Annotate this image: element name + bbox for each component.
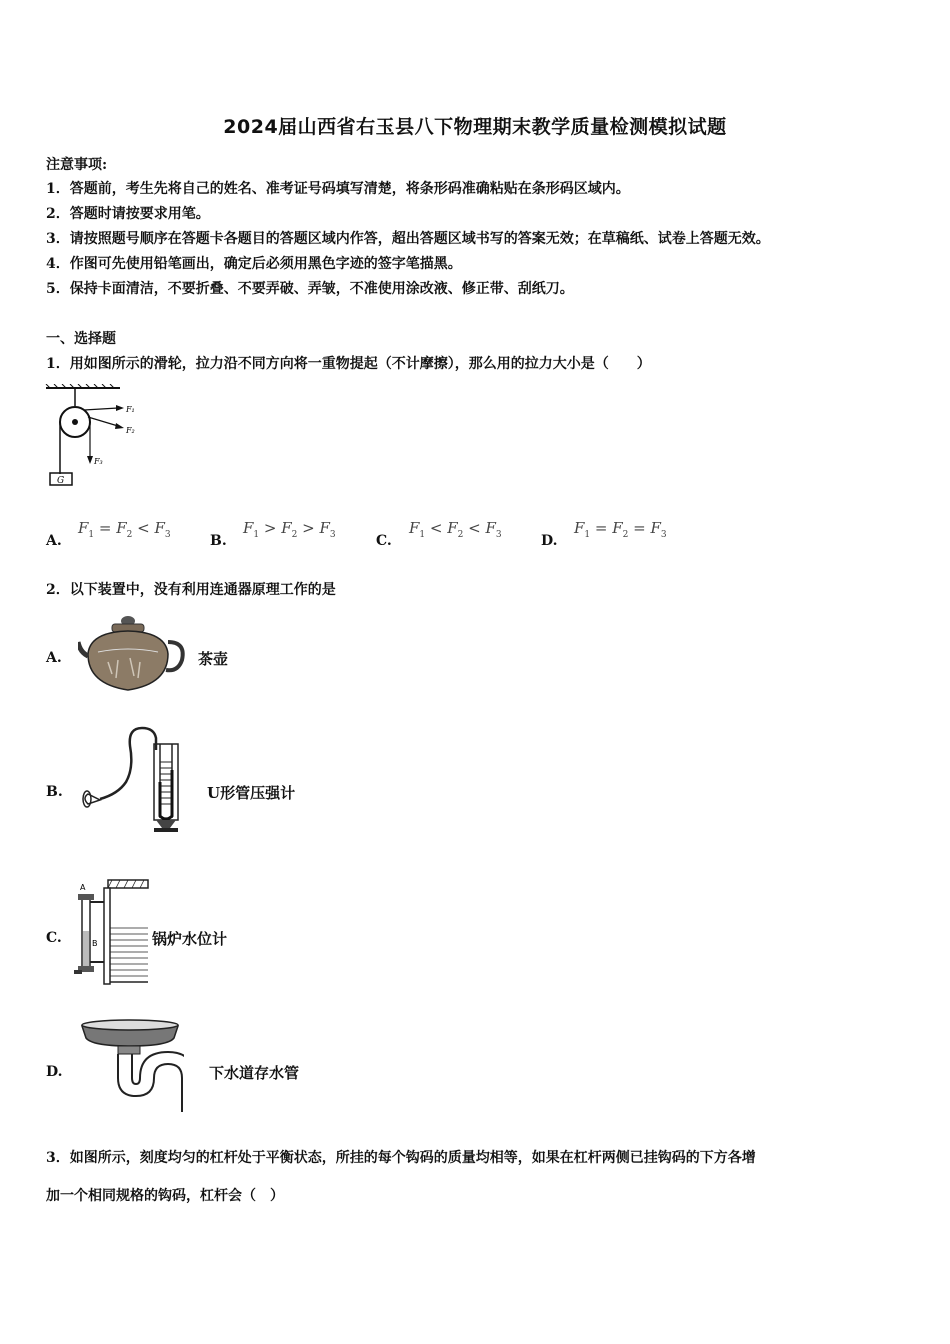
boiler-gauge-figure [72,876,152,988]
page-title: 2024届山西省右玉县八下物理期末教学质量检测模拟试题 [223,116,727,138]
f1-label: F₁ [126,405,135,414]
q2-caption-c: 锅炉水位计 [152,930,228,948]
q1-option-b-expr: $F_1 > F_2 > F_3$ [243,519,336,540]
q1-option-c-label[interactable]: C. [376,533,392,549]
notice-item-4: 4．作图可先使用铅笔画出，确定后必须用黑色字迹的签字笔描黑。 [46,256,462,272]
drain-trap-figure [78,1016,184,1112]
q2-option-c-label[interactable]: C. [46,930,62,946]
q1-option-b-label[interactable]: B. [210,533,227,549]
notice-item-5: 5．保持卡面清洁，不要折叠、不要弄破、弄皱，不准使用涂改液、修正带、刮纸刀。 [46,281,574,297]
weight-label: G [57,476,65,486]
section-heading: 一、选择题 [46,331,116,347]
q1-stem: 1．用如图所示的滑轮，拉力沿不同方向将一重物提起（不计摩擦），那么用的拉力大小是（ ） [46,356,651,372]
q1-option-a-label[interactable]: A. [46,533,62,549]
q2-stem: 2．以下装置中，没有利用连通器原理工作的是 [46,582,336,598]
f3-label: F₃ [94,457,103,466]
notice-heading: 注意事项: [46,157,108,173]
q1-option-c-expr: $F_1 < F_2 < F_3$ [409,519,502,540]
q2-caption-b: U形管压强计 [207,784,296,802]
q2-option-d-label[interactable]: D. [46,1064,63,1080]
teapot-figure [78,612,188,694]
q2-option-b-label[interactable]: B. [46,784,63,800]
u-tube-manometer-figure [78,722,188,836]
notice-item-1: 1．答题前，考生先将自己的姓名、准考证号码填写清楚，将条形码准确粘贴在条形码区域内。 [46,181,630,197]
q2-option-a-label[interactable]: A. [46,650,62,666]
gauge-label-b: B [92,939,98,948]
notice-item-3: 3．请按照题号顺序在答题卡各题目的答题区域内作答，超出答题区域书写的答案无效；在草稿纸、试卷上答题无效。 [46,231,770,247]
f2-label: F₂ [126,426,135,435]
q1-option-d-label[interactable]: D. [541,533,558,549]
q3-stem-line1: 3．如图所示，刻度均匀的杠杆处于平衡状态，所挂的每个钩码的质量均相等，如果在杠杆两侧已挂钩码的下方各增 [46,1150,756,1166]
gauge-label-a: A [80,883,86,892]
q3-stem-line2: 加一个相同规格的钩码，杠杆会（ ） [46,1188,284,1204]
notice-item-2: 2．答题时请按要求用笔。 [46,206,210,222]
q1-option-d-expr: $F_1 = F_2 = F_3$ [574,519,667,540]
q1-option-a-expr: $F_1 = F_2 < F_3$ [78,519,171,540]
pulley-figure [44,384,144,490]
q2-caption-a: 茶壶 [198,650,229,668]
q2-caption-d: 下水道存水管 [209,1064,300,1082]
